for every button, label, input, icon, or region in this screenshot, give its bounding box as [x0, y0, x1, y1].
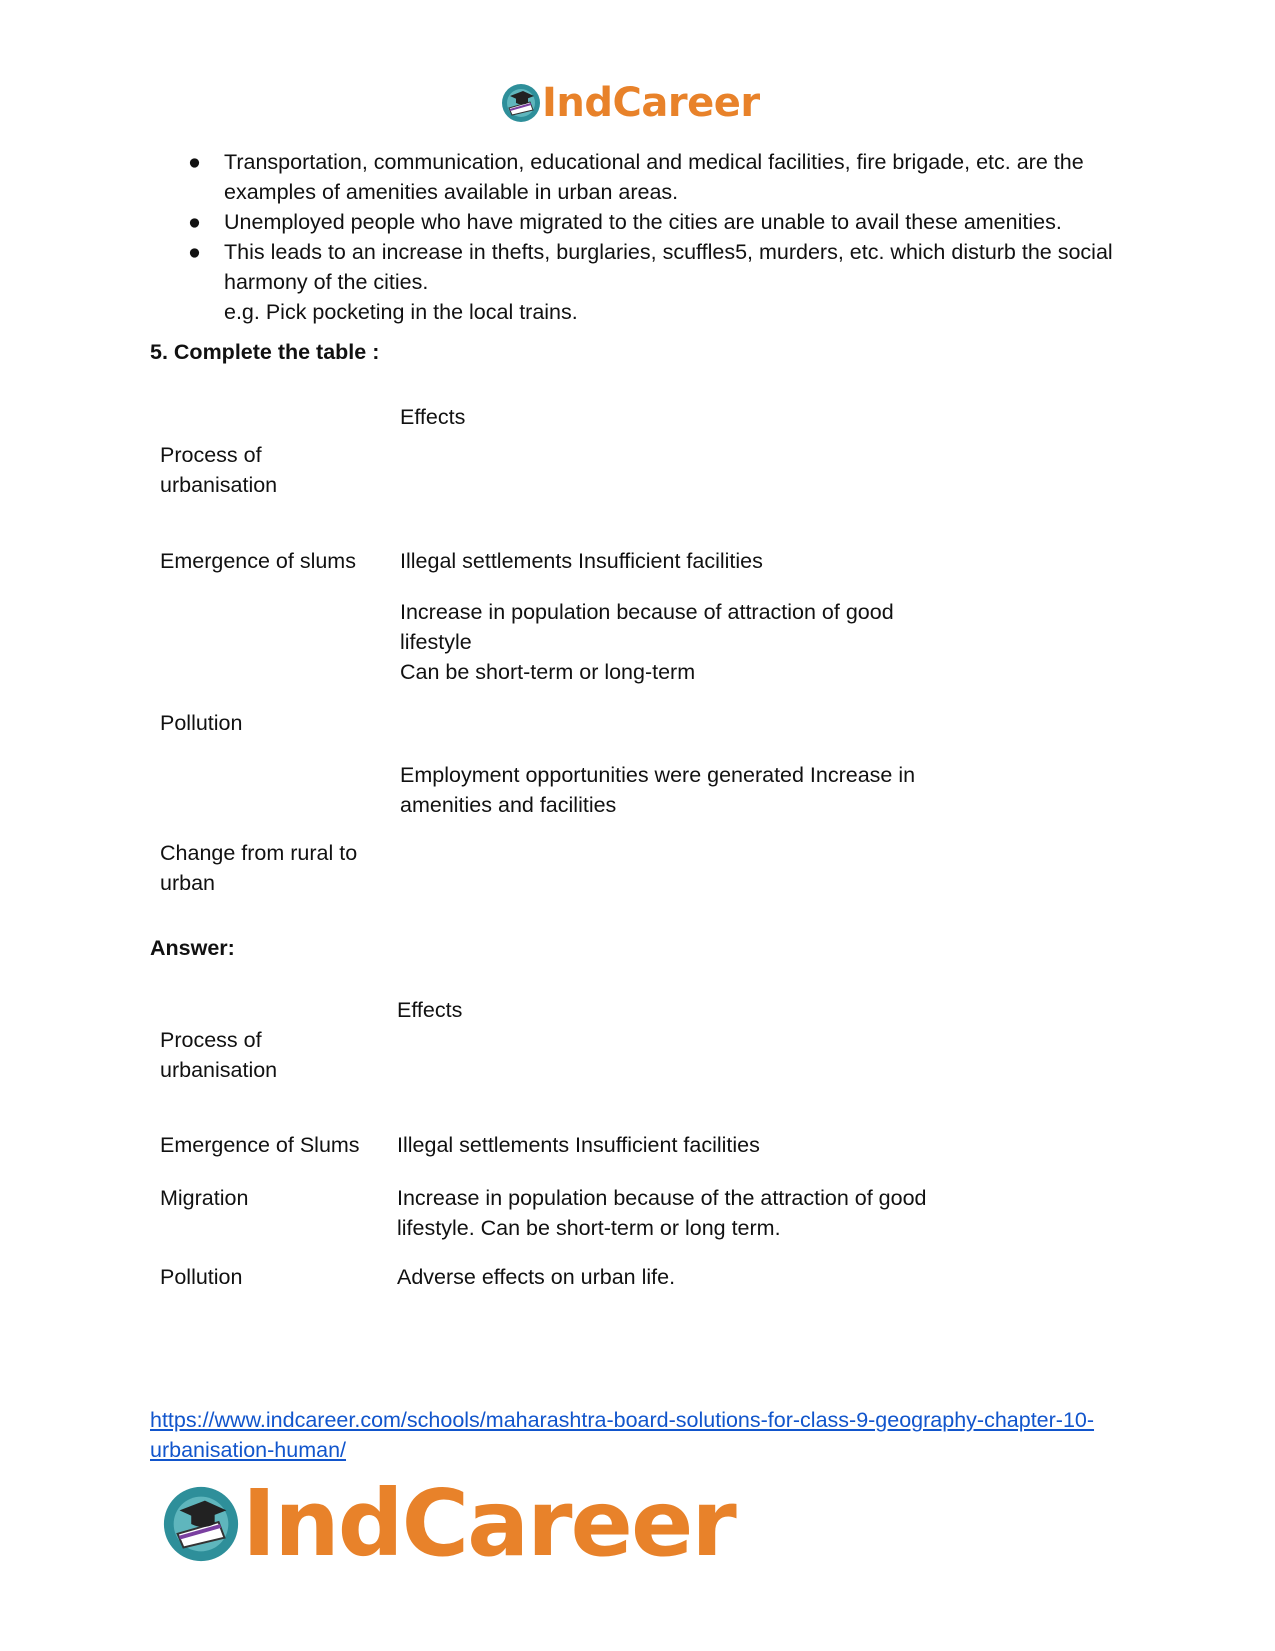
table-row-effect: Can be short-term or long-term: [400, 660, 696, 684]
table-row-effect: Adverse effects on urban life.: [397, 1265, 676, 1289]
table-row-effect: Employment opportunities were generated Increase in amenities and facilities: [400, 763, 916, 817]
indcareer-logo-bottom: [160, 1470, 735, 1577]
table-row-process: Migration: [160, 1186, 249, 1210]
bullet-text: Transportation, communication, educational and medical facilities, fire brigade, etc. are the examples of amenities available in urban areas.: [224, 150, 1084, 204]
effects-header: Effects: [397, 998, 463, 1022]
table-row-process: Emergence of Slums: [160, 1133, 360, 1157]
process-header: Process of urbanisation: [160, 1028, 278, 1082]
table-row-process: Pollution: [160, 711, 243, 735]
process-header: Process of urbanisation: [160, 443, 278, 497]
table-row-effect: Illegal settlements Insufficient facilities: [397, 1133, 760, 1157]
source-url-link[interactable]: https://www.indcareer.com/schools/maharashtra-board-solutions-for-class-9-geography-chapter-10-urbanisation-human/: [150, 1408, 1095, 1462]
logo-wordmark: IndCareer: [542, 80, 760, 126]
indcareer-logo-top: [500, 80, 760, 126]
table-row-effect: Illegal settlements Insufficient facilities: [400, 549, 763, 573]
bullet-example: e.g. Pick pocketing in the local trains.: [224, 300, 578, 324]
graduation-cap-book-icon: [160, 1483, 242, 1565]
table-row-process: Pollution: [160, 1265, 243, 1289]
table-row-effect: Increase in population because of the attraction of good lifestyle. Can be short-term or long term.: [397, 1186, 927, 1240]
list-item: ● This leads to an increase in thefts, burglaries, scuffles5, murders, etc. which disturb the social harmony of the cities.: [188, 240, 1113, 294]
table-row-effect: Increase in population because of attraction of good lifestyle: [400, 600, 894, 654]
table-row-process: Emergence of slums: [160, 549, 356, 573]
answer-heading: Answer:: [150, 936, 235, 960]
graduation-cap-book-icon: [500, 82, 542, 124]
bullet-text: This leads to an increase in thefts, burglaries, scuffles5, murders, etc. which disturb the social harmony of the cities.: [224, 240, 1113, 294]
logo-wordmark: IndCareer: [242, 1470, 735, 1577]
bullet-text: Unemployed people who have migrated to the cities are unable to avail these amenities.: [224, 210, 1062, 234]
amenities-bullet-list: [188, 147, 1128, 327]
effects-header: Effects: [400, 405, 466, 429]
list-item: ● Unemployed people who have migrated to the cities are unable to avail these amenities.: [188, 210, 1062, 234]
table-row-process: Change from rural to urban: [160, 841, 358, 895]
list-item: ● Transportation, communication, educational and medical facilities, fire brigade, etc. are the examples of amenities available in urban areas.: [188, 150, 1084, 204]
question-heading: 5. Complete the table :: [150, 340, 380, 364]
